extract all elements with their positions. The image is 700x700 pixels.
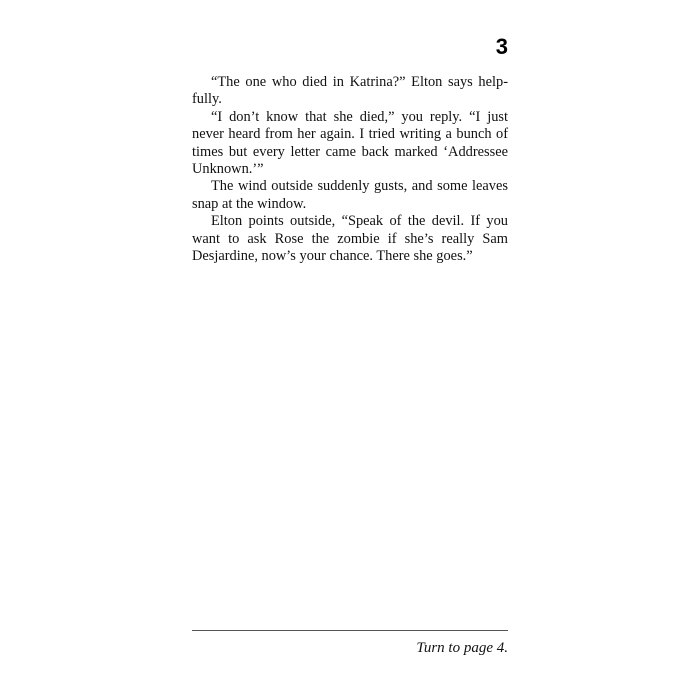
- turn-to-page-instruction: Turn to page 4.: [416, 640, 508, 656]
- story-paragraph: “I don’t know that she died,” you reply. “I just never heard from her again. I tried writing a bunch of times but every letter came back marked ‘Addressee Unknown.’”: [192, 108, 508, 178]
- story-text: [192, 74, 508, 265]
- story-paragraph: Elton points outside, “Speak of the devil. If you want to ask Rose the zombie if she’s really Sam Desjardine, now’s your chance. There she goes.”: [192, 213, 508, 265]
- story-paragraph: “The one who died in Katrina?” Elton says helpfully.: [192, 74, 508, 108]
- page-number: 3: [495, 34, 508, 59]
- story-paragraph: The wind outside suddenly gusts, and some leaves snap at the window.: [192, 178, 508, 212]
- book-page: [192, 30, 508, 670]
- footer-divider: [192, 630, 508, 631]
